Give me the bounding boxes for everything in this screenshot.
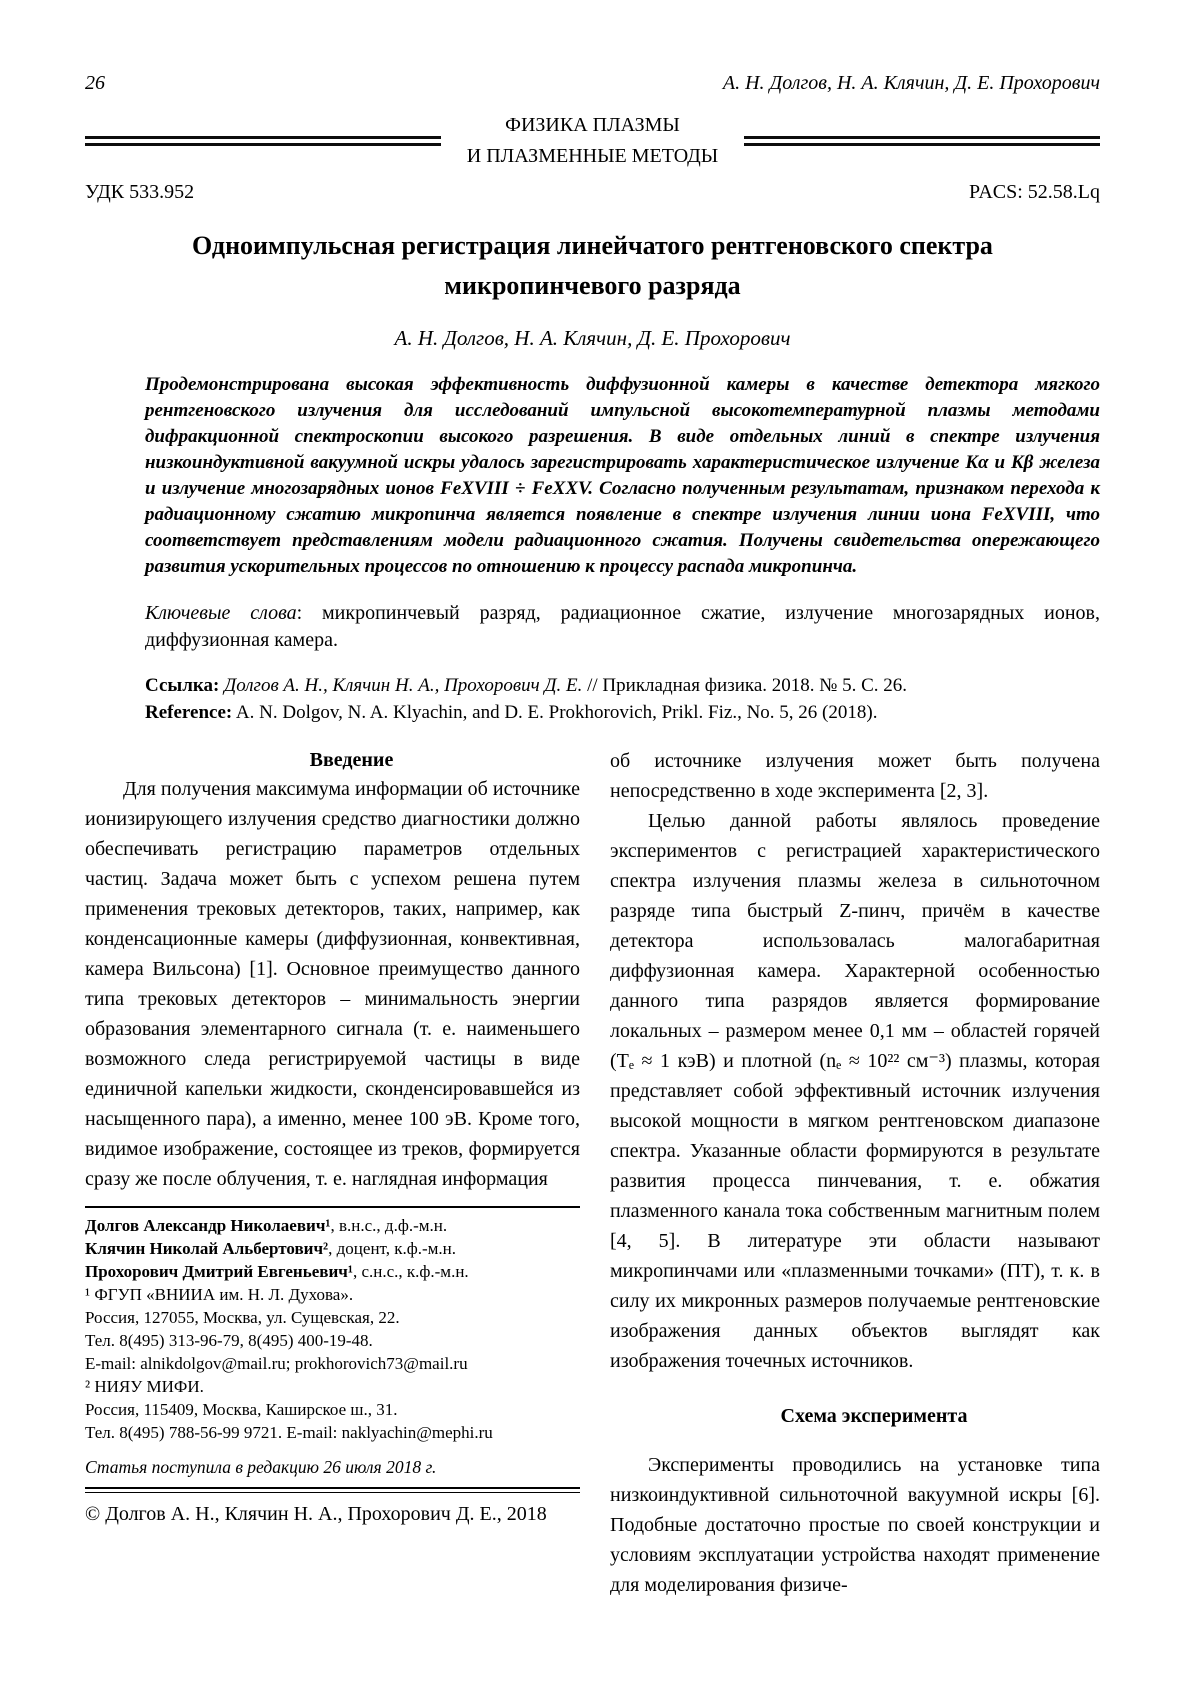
copyright-line: © Долгов А. Н., Клячин Н. А., Прохорович Д. Е., 2018	[85, 1503, 547, 1525]
classification-codes	[85, 180, 1100, 204]
body-paragraph-goal: Целью данной работы являлось проведение экспериментов с регистрацией характеристического спектра излучения плазмы железа в сильноточном разряде типа быстрый Z-пинч, причём в качестве детектора использовалась малогабаритная диффузионная камера. Характерной особенностью данного типа разрядов является формирование локальных – размером менее 0,1 мм – областей горячей (Tₑ ≈ 1 кэВ) и плотной (nₑ ≈ 10²² см⁻³) плазмы, которая представляет собой эффективный источник излучения высокой мощности в мягком рентгеновском диапазоне спектра. Указанные области формируются в результате развития процесса пинчевания, т. е. обжатия плазменного канала тока собственным магнитным полем [4, 5]. В литературе эти области называют микропинчами или «плазменными точками» (ПТ), т. к. в силу их микронных размеров получаемые рентгеновские изображения данных объектов выглядят как изображения точечных источников.	[610, 810, 1100, 1372]
received-date: Статья поступила в редакцию 26 июля 2018 г.	[85, 1457, 437, 1477]
footnote-author-degrees: , с.н.с., к.ф.-м.н.	[352, 1262, 469, 1281]
rubric-line-2: И ПЛАЗМЕННЫЕ МЕТОДЫ	[466, 145, 719, 167]
body-paragraph-continuation: об источнике излучения может быть получена непосредственно в ходе эксперимента [2, 3].	[610, 750, 1100, 802]
footnote-author-degrees: , в.н.с., д.ф.-м.н.	[330, 1216, 448, 1235]
body-columns	[85, 746, 1100, 1600]
section-heading-scheme: Схема эксперимента	[780, 1405, 968, 1427]
footnote-author-line	[85, 1214, 580, 1237]
abstract: Продемонстрирована высокая эффективность диффузионной камеры в качестве детектора мягкого рентгеновского излучения для исследований импульсной высокотемпературной плазмы методами дифракционной спектроскопии высокого разрешения. В виде отдельных линий в спектре излучения низкоиндуктивной вакуумной искры удалось зарегистрировать характеристическое излучение Kα и Kβ железа и излучение многозарядных ионов FeXVIII ÷ FeXXV. Согласно полученным результатам, признаком перехода к радиационному сжатию микропинча является появление в спектре излучения линии иона FeXVIII, что соответствует представлениям модели радиационного сжатия. Получены свидетельства опережающего развития ускорительных процессов по отношению к процессу распада микропинча.	[145, 374, 1100, 577]
citation-label: Ссылка:	[145, 675, 220, 696]
author-footnote	[85, 1206, 580, 1444]
running-head	[85, 72, 1100, 94]
article-title: Одноимпульсная регистрация линейчатого рентгеновского спектра микропинчевого разряда	[192, 231, 993, 300]
copyright-rule	[85, 1487, 580, 1493]
footnote-address: Россия, 115409, Москва, Каширское ш., 31.	[85, 1400, 398, 1419]
journal-rubric	[85, 110, 1100, 172]
reference-en	[145, 699, 1100, 726]
citation-block	[145, 672, 1100, 726]
intro-paragraph: Для получения максимума информации об источнике ионизирующего излучения средство диагностики должно обеспечивать регистрацию параметров отдельных частиц. Задача может быть с успехом решена путем применения трековых детекторов, таких, например, как конденсационные камеры (диффузионная, конвективная, камера Вильсона) [1]. Основное преимущество данного типа трековых детекторов – минимальность энергии образования элементарного сигнала (т. е. наименьшего возможного следа регистрируемой частицы в виде единичной капельки жидкости, сконденсировавшейся из насыщенного пара), а именно, менее 100 эВ. Кроме того, видимое изображение, состоящее из треков, формируется сразу же после облучения, т. е. наглядная информация	[85, 778, 580, 1190]
footnote-phone: Тел. 8(495) 313-96-79, 8(495) 400-19-48.	[85, 1331, 373, 1350]
rubric-line-1: ФИЗИКА ПЛАЗМЫ	[505, 114, 680, 136]
citation-authors: Долгов А. Н., Клячин Н. А., Прохорович Д. Е.	[219, 675, 583, 696]
footnote-affiliation: ² НИЯУ МИФИ.	[85, 1377, 204, 1396]
article-authors: А. Н. Долгов, Н. А. Клячин, Д. Е. Прохорович	[394, 326, 791, 350]
rubric-rule-right	[744, 136, 1100, 146]
column-left	[85, 746, 580, 1600]
pacs-code: PACS: 52.58.Lq	[969, 181, 1100, 203]
reference-text: A. N. Dolgov, N. A. Klyachin, and D. E. Prokhorovich, Prikl. Fiz., No. 5, 26 (2018).	[232, 702, 878, 723]
running-head-authors: А. Н. Долгов, Н. А. Клячин, Д. Е. Прохорович	[722, 72, 1100, 94]
keywords-text: : микропинчевый разряд, радиационное сжатие, излучение многозарядных ионов, диффузионная камера.	[145, 602, 1100, 651]
citation-source: // Прикладная физика. 2018. № 5. С. 26.	[582, 675, 908, 696]
footnote-author-line	[85, 1260, 580, 1283]
footnote-phone-email: Тел. 8(495) 788-56-99 9721. E-mail: naklyachin@mephi.ru	[85, 1423, 493, 1442]
keywords-label: Ключевые слова	[145, 602, 297, 624]
rubric-rule-left	[85, 136, 441, 146]
footnote-author-name: Прохорович Дмитрий Евгеньевич¹	[85, 1262, 353, 1281]
footnote-author-line	[85, 1237, 580, 1260]
udc-code: УДК 533.952	[85, 181, 195, 203]
scheme-paragraph: Эксперименты проводились на установке типа низкоиндуктивной сильноточной вакуумной искры [6]. Подобные достаточно простые по своей конструкции и условиям эксплуатации устройства находят применение для моделирования физиче-	[610, 1454, 1100, 1596]
citation-ru	[145, 672, 1100, 699]
rubric-title	[467, 110, 718, 172]
reference-label: Reference:	[145, 702, 233, 723]
footnote-email: E-mail: alnikdolgov@mail.ru; prokhorovich73@mail.ru	[85, 1354, 468, 1373]
section-heading-introduction: Введение	[309, 749, 394, 771]
column-right	[610, 746, 1100, 1600]
page-number: 26	[85, 72, 105, 94]
footnote-author-degrees: , доцент, к.ф.-м.н.	[328, 1239, 456, 1258]
footnote-address: Россия, 127055, Москва, ул. Сущевская, 22.	[85, 1308, 400, 1327]
keywords	[145, 600, 1100, 654]
footnote-author-name: Долгов Александр Николаевич¹	[85, 1216, 331, 1235]
footnote-affiliation: ¹ ФГУП «ВНИИА им. Н. Л. Духова».	[85, 1285, 354, 1304]
footnote-author-name: Клячин Николай Альбертович²	[85, 1239, 329, 1258]
